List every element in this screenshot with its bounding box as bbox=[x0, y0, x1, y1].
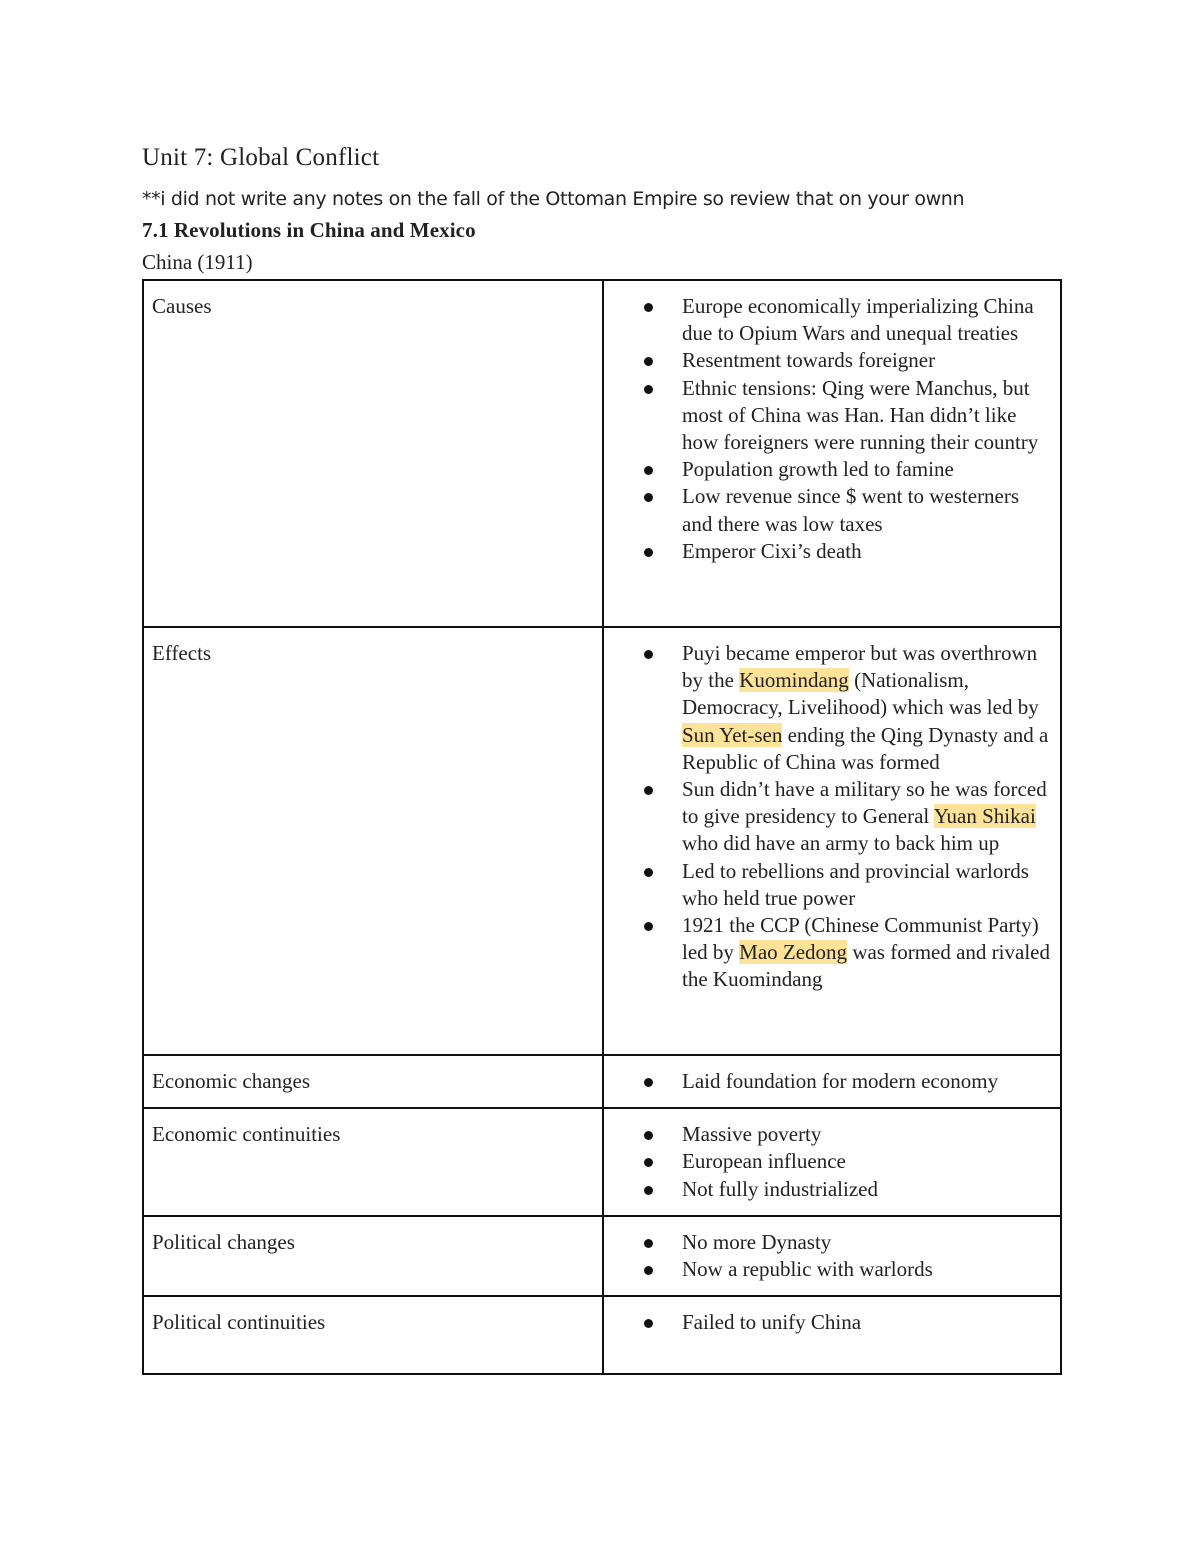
list-item-text: Sun didn’t have a military so he was forced to give presidency to General bbox=[682, 777, 1047, 829]
list-item-text: Puyi became emperor but was overthrown by the bbox=[682, 641, 1038, 693]
bullet-list bbox=[644, 293, 1052, 565]
list-item-text: Led to rebellions and provincial warlords who held true power bbox=[682, 858, 1029, 910]
list-item bbox=[644, 1309, 1052, 1336]
notes-table bbox=[142, 279, 1062, 1375]
table-row bbox=[143, 280, 1061, 627]
row-label: Economic continuities bbox=[143, 1108, 603, 1216]
list-item-text: 1921 the CCP (Chinese Communist Party) led by bbox=[682, 913, 1039, 965]
row-content bbox=[603, 1108, 1061, 1216]
highlighted-term: Sun Yet-sen bbox=[682, 722, 783, 747]
list-item-text: Laid foundation for modern economy bbox=[682, 1069, 999, 1093]
list-item-text: (Nationalism, Democracy, Livelihood) which was led by bbox=[682, 668, 1039, 720]
list-item-text: Population growth led to famine bbox=[682, 457, 954, 482]
list-item bbox=[644, 347, 1052, 374]
table-row bbox=[143, 1108, 1061, 1216]
list-item-text: Low revenue since $ went to westerners and there was low taxes bbox=[682, 484, 1020, 536]
list-item bbox=[644, 776, 1052, 858]
bullet-list bbox=[644, 1229, 1052, 1283]
notes-table-body bbox=[143, 280, 1061, 1374]
list-item-text: European influence bbox=[682, 1149, 846, 1174]
list-item bbox=[644, 538, 1052, 565]
highlighted-term: Yuan Shikai bbox=[933, 804, 1036, 829]
row-label: Causes bbox=[143, 280, 603, 627]
list-item-text: was formed and rivaled the Kuomindang bbox=[682, 940, 1050, 992]
bullet-list bbox=[644, 1309, 1052, 1336]
list-item-text: Now a republic with warlords bbox=[682, 1257, 933, 1282]
table-row bbox=[143, 627, 1061, 1055]
list-item-text: ending the Qing Dynasty and a Republic of China was formed bbox=[682, 722, 1049, 774]
list-item-text: No more Dynasty bbox=[682, 1229, 832, 1254]
row-label: Economic changes bbox=[143, 1055, 603, 1108]
list-item-text: Ethnic tensions: Qing were Manchus, but most of China was Han. Han didn’t like how foreigners were running their country bbox=[682, 375, 1039, 455]
list-item-text: Emperor Cixi’s death bbox=[682, 538, 862, 563]
list-item-text: Resentment towards foreigner bbox=[682, 348, 936, 373]
bullet-list bbox=[644, 640, 1052, 994]
section-heading: 7.1 Revolutions in China and Mexico bbox=[142, 218, 476, 242]
row-label: Effects bbox=[143, 627, 603, 1055]
list-item bbox=[644, 912, 1052, 994]
list-item bbox=[644, 640, 1052, 776]
list-item-text: Europe economically imperializing China due to Opium Wars and unequal treaties bbox=[682, 294, 1034, 346]
bullet-list bbox=[644, 1068, 1052, 1095]
list-item-text: Failed to unify China bbox=[682, 1310, 862, 1335]
highlighted-term: Kuomindang bbox=[739, 668, 849, 693]
list-item bbox=[644, 483, 1052, 537]
row-label: Political continuities bbox=[143, 1296, 603, 1374]
bullet-list bbox=[644, 1121, 1052, 1203]
list-item bbox=[644, 1256, 1052, 1283]
list-item bbox=[644, 1148, 1052, 1175]
list-item bbox=[644, 293, 1052, 347]
document-title: Unit 7: Global Conflict bbox=[142, 144, 380, 171]
list-item bbox=[644, 1229, 1052, 1256]
row-content bbox=[603, 1296, 1061, 1374]
row-content bbox=[603, 280, 1061, 627]
list-item bbox=[644, 456, 1052, 483]
row-content bbox=[603, 1055, 1061, 1108]
row-content bbox=[603, 627, 1061, 1055]
highlighted-term: Mao Zedong bbox=[739, 940, 848, 965]
list-item-text: Not fully industrialized bbox=[682, 1176, 878, 1201]
row-content bbox=[603, 1216, 1061, 1296]
list-item bbox=[644, 1176, 1052, 1203]
table-row bbox=[143, 1296, 1061, 1374]
list-item bbox=[644, 1121, 1052, 1148]
table-row bbox=[143, 1055, 1061, 1108]
list-item bbox=[644, 375, 1052, 457]
list-item bbox=[644, 858, 1052, 912]
table-row bbox=[143, 1216, 1061, 1296]
list-item-text: Massive poverty bbox=[682, 1122, 822, 1147]
list-item bbox=[644, 1068, 1052, 1095]
document-page bbox=[142, 140, 1062, 1375]
subheading-china: China (1911) bbox=[142, 250, 253, 274]
list-item-text: who did have an army to back him up bbox=[682, 831, 1000, 856]
author-note: **i did not write any notes on the fall of the Ottoman Empire so review that on your ownn bbox=[142, 188, 965, 210]
row-label: Political changes bbox=[143, 1216, 603, 1296]
